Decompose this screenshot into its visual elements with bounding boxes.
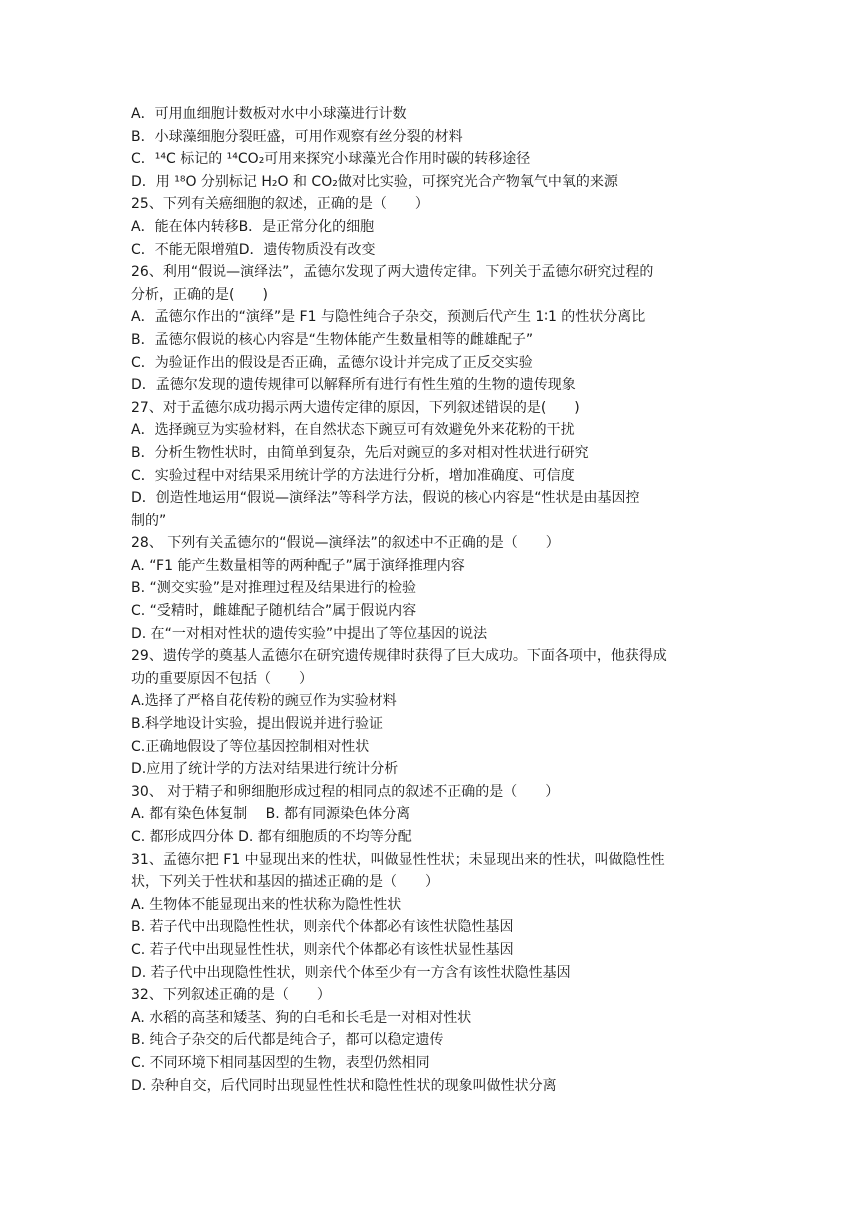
question-stem: 29、遗传学的奠基人孟德尔在研究遗传规律时获得了巨大成功。下面各项中，他获得成 — [131, 648, 667, 665]
text-line: D．创造性地运用“假说—演绎法”等科学方法，假说的核心内容是“性状是由基因控 — [131, 490, 640, 507]
text-line: A. 水稻的高茎和矮茎、狗的白毛和长毛是一对相对性状 — [131, 1009, 472, 1026]
text-line: C. 不同环境下相同基因型的生物，表型仍然相同 — [131, 1054, 430, 1071]
text-line: D.应用了统计学的方法对结果进行统计分析 — [131, 761, 399, 778]
text-line: A.选择了严格自花传粉的豌豆作为实验材料 — [131, 693, 397, 710]
text-line: C. 若子代中出现显性性状，则亲代个体都必有该性状显性基因 — [131, 941, 514, 958]
text-line: B. 纯合子杂交的后代都是纯合子，都可以稳定遗传 — [131, 1032, 444, 1049]
question-stem: 功的重要原因不包括（ ） — [131, 670, 313, 687]
text-line: B．分析生物性状时，由简单到复杂，先后对豌豆的多对相对性状进行研究 — [131, 444, 589, 461]
question-stem: 25、下列有关癌细胞的叙述，正确的是（ ） — [131, 196, 429, 213]
question-stem: 26、利用“假说—演绎法”，孟德尔发现了两大遗传定律。下列关于孟德尔研究过程的 — [131, 264, 654, 281]
text-line: D. 若子代中出现隐性性状，则亲代个体至少有一方含有该性状隐性基因 — [131, 964, 571, 981]
text-line: D. 杂种自交，后代同时出现显性性状和隐性性状的现象叫做性状分离 — [131, 1077, 557, 1094]
text-line: B. 若子代中出现隐性性状，则亲代个体都必有该性状隐性基因 — [131, 919, 514, 936]
text-line: C. “受精时，雌雄配子随机结合”属于假说内容 — [131, 603, 417, 620]
text-line: D．孟德尔发现的遗传规律可以解释所有进行有性生殖的生物的遗传现象 — [131, 377, 576, 394]
text-line: A．孟德尔作出的“演绎”是 F1 与隐性纯合子杂交，预测后代产生 1∶1 的性状分离比 — [131, 309, 646, 326]
text-line: A．能在体内转移B．是正常分化的细胞 — [131, 218, 375, 235]
question-stem: 31、孟德尔把 F1 中显现出来的性状，叫做显性性状；未显现出来的性状，叫做隐性性 — [131, 851, 665, 868]
text-line: A. 都有染色体复制 B. 都有同源染色体分离 — [131, 806, 411, 823]
text-line: B．小球藻细胞分裂旺盛，可用作观察有丝分裂的材料 — [131, 128, 463, 145]
text-line: B．孟德尔假说的核心内容是“生物体能产生数量相等的雌雄配子” — [131, 331, 534, 348]
text-line: C．¹⁴C 标记的 ¹⁴CO₂可用来探究小球藻光合作用时碳的转移途径 — [131, 151, 531, 168]
text-line: B. “测交实验”是对推理过程及结果进行的检验 — [131, 580, 417, 597]
question-stem: 27、对于孟德尔成功揭示两大遗传定律的原因，下列叙述错误的是( ) — [131, 399, 580, 416]
question-stem: 32、下列叙述正确的是（ ） — [131, 987, 331, 1004]
text-line: B.科学地设计实验，提出假说并进行验证 — [131, 716, 384, 733]
text-line: D. 在“一对相对性状的遗传实验”中提出了等位基因的说法 — [131, 625, 488, 642]
question-stem: 30、 对于精子和卵细胞形成过程的相同点的叙述不正确的是（ ） — [131, 783, 560, 800]
question-stem: 28、 下列有关孟德尔的“假说—演绎法”的叙述中不正确的是（ ） — [131, 535, 560, 552]
text-line: 制的” — [131, 512, 167, 529]
text-line: A．选择豌豆为实验材料，在自然状态下豌豆可有效避免外来花粉的干扰 — [131, 422, 575, 439]
question-stem: 状，下列关于性状和基因的描述正确的是（ ） — [131, 874, 439, 891]
text-line: C．实验过程中对结果采用统计学的方法进行分析，增加准确度、可信度 — [131, 467, 575, 484]
text-line: C.正确地假设了等位基因控制相对性状 — [131, 738, 370, 755]
text-line: C．不能无限增殖D．遗传物质没有改变 — [131, 241, 376, 258]
text-line: D．用 ¹⁸O 分别标记 H₂O 和 CO₂做对比实验，可探究光合产物氧气中氧的来源 — [131, 173, 618, 190]
text-line: A．可用血细胞计数板对水中小球藻进行计数 — [131, 106, 407, 122]
text-line: A. 生物体不能显现出来的性状称为隐性性状 — [131, 896, 402, 913]
document-page — [131, 103, 731, 1097]
text-line: C．为验证作出的假设是否正确，孟德尔设计并完成了正反交实验 — [131, 354, 533, 371]
text-line: A. “F1 能产生数量相等的两种配子”属于演绎推理内容 — [131, 557, 465, 574]
text-line: C. 都形成四分体 D. 都有细胞质的不均等分配 — [131, 829, 412, 845]
question-stem: 分析，正确的是( ) — [131, 286, 268, 303]
